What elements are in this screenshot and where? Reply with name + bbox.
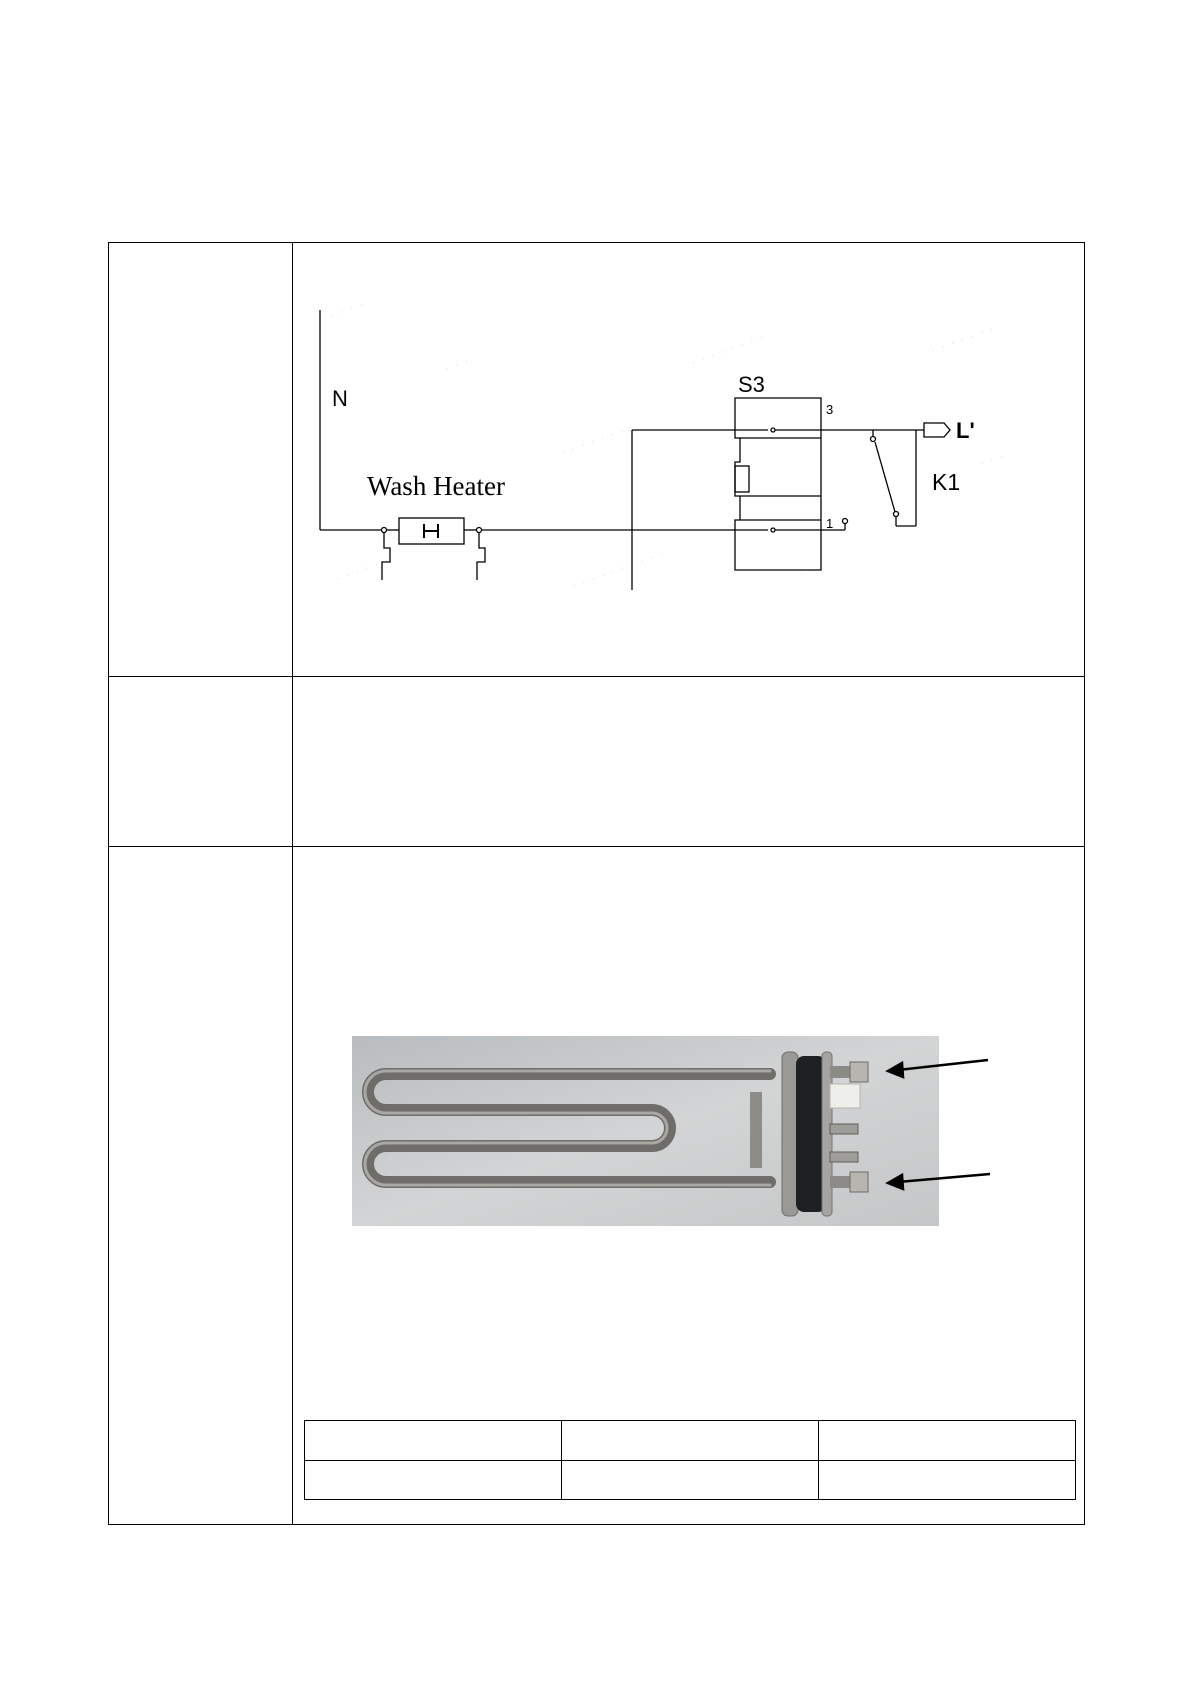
- table-cell: [819, 1421, 1076, 1461]
- table-cell: [819, 1460, 1076, 1500]
- watermark: · · ·: [798, 560, 828, 581]
- circuit-diagram: [296, 290, 1036, 610]
- watermark: · · ·: [443, 355, 473, 376]
- heater-label: Wash Heater: [367, 471, 506, 501]
- table-cell: [305, 1460, 562, 1500]
- switch-label: S3: [738, 372, 765, 397]
- watermark: · · · ·: [329, 299, 368, 322]
- s3-switch-slot: [735, 466, 749, 492]
- arrow-bottom-head-icon: [888, 1175, 903, 1189]
- heater-terminal-left: [382, 528, 387, 533]
- table-row: [305, 1421, 1076, 1461]
- right-connector: [477, 533, 485, 580]
- table-row-divider-2: [108, 846, 1085, 847]
- heater-terminal-right: [477, 528, 482, 533]
- live-connector: [924, 423, 950, 437]
- relay-label: K1: [932, 469, 961, 495]
- arrow-bottom-icon: [898, 1174, 990, 1182]
- terminal-arrows: [880, 1050, 990, 1200]
- neutral-label: N: [332, 386, 348, 411]
- s3-switch-body: [735, 398, 821, 570]
- watermark: · · · · · ·: [334, 555, 393, 586]
- watermark: · · · · · · ·: [930, 323, 998, 358]
- table-cell: [305, 1421, 562, 1461]
- live-label: L': [956, 418, 975, 443]
- heater-photo: [352, 1036, 939, 1226]
- table-row: [305, 1460, 1076, 1500]
- watermark: · · · · · · · ·: [690, 332, 768, 369]
- k1-switch-arm: [875, 442, 895, 512]
- inner-table: [304, 1420, 1076, 1500]
- left-connector: [382, 533, 390, 580]
- arrow-top-head-icon: [888, 1063, 903, 1077]
- table-column-divider: [292, 242, 293, 1525]
- table-cell: [562, 1460, 819, 1500]
- table-cell: [562, 1421, 819, 1461]
- watermark: · · · · · · · ·: [560, 422, 638, 459]
- table-row-divider-1: [108, 676, 1085, 677]
- terminal-3-label: 3: [826, 402, 834, 417]
- heater-symbol: [424, 524, 438, 538]
- watermark: · · · · · · · · · ·: [571, 548, 668, 593]
- watermark: · · ·: [978, 450, 1008, 471]
- arrow-top-icon: [898, 1060, 988, 1070]
- terminal-1-label: 1: [826, 516, 834, 531]
